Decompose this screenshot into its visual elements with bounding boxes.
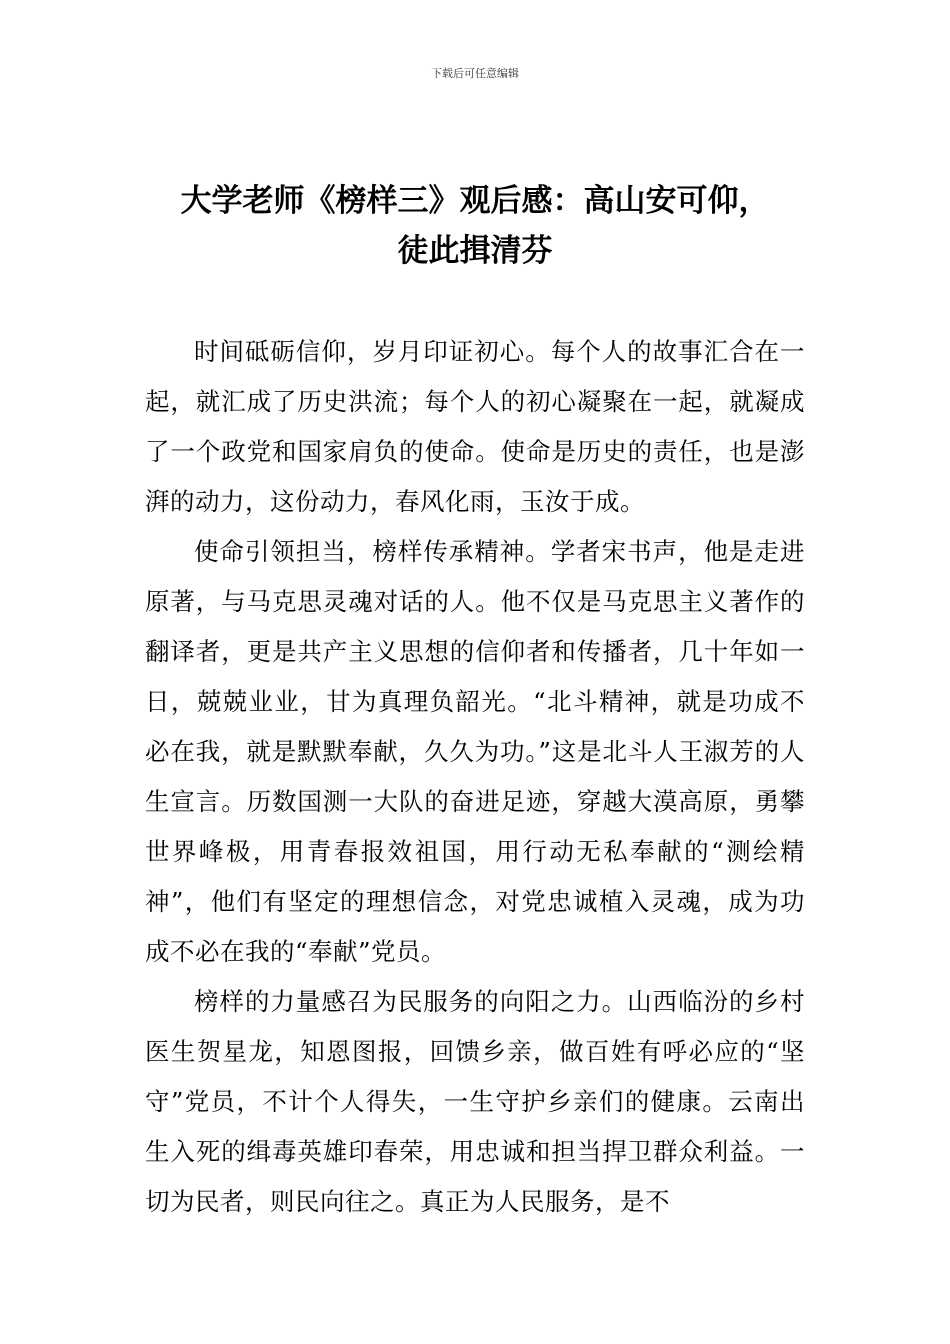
paragraph-3: 榜样的力量感召为民服务的向阳之力。山西临汾的乡村医生贺星龙，知恩图报，回馈乡亲，做百姓有呼必应的“坚守”党员，不计个人得失，一生守护乡亲们的健康。云南出生入死的缉毒英雄印春荣，用忠诚和担当捍卫群众利益。一切为民者，则民向往之。真正为人民服务，是不 xyxy=(145,987,805,1216)
paragraph-2: 使命引领担当，榜样传承精神。学者宋书声，他是走进原著，与马克思灵魂对话的人。他不仅是马克思主义著作的翻译者，更是共产主义思想的信仰者和传播者，几十年如一日，兢兢业业，甘为真理负韶光。“北斗精神，就是功成不必在我，就是默默奉献，久久为功。”这是北斗人王淑芳的人生宣言。历数国测一大队的奋进足迹，穿越大漠高原，勇攀世界峰极，用青春报效祖国，用行动无私奉献的“测绘精神”，他们有坚定的理想信念，对党忠诚植入灵魂，成为功成不必在我的“奉献”党员。 xyxy=(145,537,805,966)
article-body xyxy=(145,327,805,1227)
paragraph-1: 时间砥砺信仰，岁月印证初心。每个人的故事汇合在一起，就汇成了历史洪流；每个人的初心凝聚在一起，就凝成了一个政党和国家肩负的使命。使命是历史的责任，也是澎湃的动力，这份动力，春风化雨，玉汝于成。 xyxy=(145,337,805,516)
header-note: 下载后可任意编辑 xyxy=(431,67,519,80)
title-line-1: 大学老师《榜样三》观后感：高山安可仰， xyxy=(180,183,770,219)
title-line-2: 徒此揖清芬 xyxy=(397,233,553,269)
article-title xyxy=(145,176,805,276)
